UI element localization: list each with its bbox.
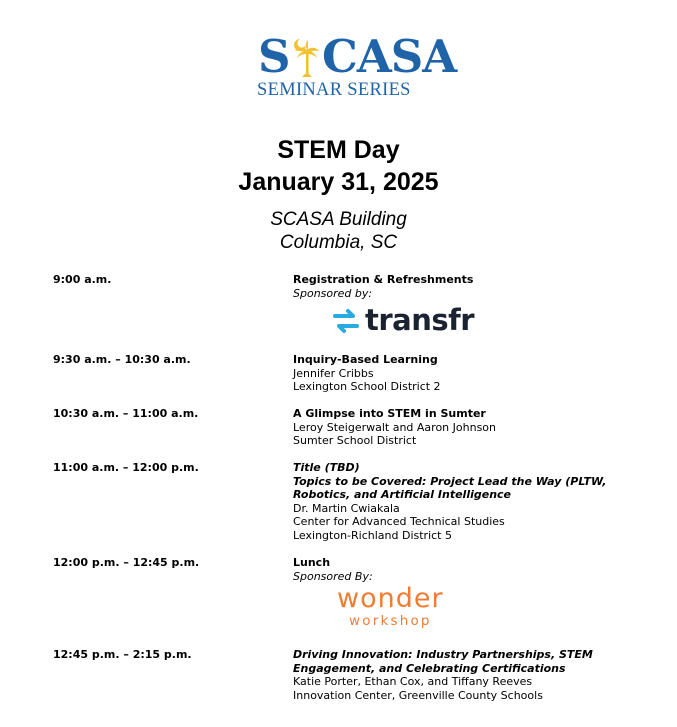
session-time: 10:30 a.m. – 11:00 a.m. [53, 407, 199, 420]
session-title: Lunch [293, 556, 331, 569]
event-title: STEM Day [277, 136, 400, 164]
session-title: Title (TBD) [293, 461, 360, 474]
logo-wordmark [256, 30, 457, 83]
session-details [293, 556, 633, 583]
venue-name: SCASA Building [270, 209, 407, 230]
presenter-district: Lexington-Richland District 5 [293, 528, 452, 542]
swap-arrows-icon [333, 306, 359, 336]
session-time: 9:00 a.m. [53, 273, 112, 286]
session-title: Inquiry-Based Learning [293, 353, 438, 366]
session-details [293, 407, 633, 448]
logo-subtitle: SEMINAR SERIES [257, 80, 411, 100]
sponsor-label: Sponsored by: [293, 286, 373, 300]
session-title: A Glimpse into STEM in Sumter [293, 407, 486, 420]
presenter-organization: Sumter School District [293, 434, 417, 447]
presenter-name: Dr. Martin Cwiakala [293, 501, 400, 515]
session-time: 11:00 a.m. – 12:00 p.m. [53, 461, 199, 474]
event-date: January 31, 2025 [238, 168, 439, 196]
transfr-wordmark: transfr [365, 303, 475, 337]
wonder-workshop-logo [337, 583, 477, 631]
presenter-name: Katie Porter, Ethan Cox, and Tiffany Reeves [293, 675, 533, 688]
sponsor-label: Sponsored By: [293, 569, 373, 583]
palmetto-moon-icon [290, 36, 322, 78]
session-details [293, 273, 633, 300]
workshop-wordmark: workshop [349, 613, 432, 629]
session-title: Registration & Refreshments [293, 273, 474, 286]
venue-city: Columbia, SC [279, 232, 398, 253]
presenter-organization: Lexington School District 2 [293, 380, 441, 393]
session-topics: Topics to be Covered: Project Lead the Way (PLTW, Robotics, and Artificial Intelligence [293, 474, 607, 501]
session-details [293, 461, 633, 542]
scasa-logo [256, 30, 457, 102]
wonder-wordmark: wonder [337, 583, 444, 614]
presenter-name: Leroy Steigerwalt and Aaron Johnson [293, 420, 497, 434]
transfr-logo [333, 304, 473, 340]
logo-letter-s: S [258, 30, 290, 83]
session-details [293, 353, 633, 394]
session-time: 12:00 p.m. – 12:45 p.m. [53, 556, 200, 569]
presenter-organization: Innovation Center, Greenville County Schools [293, 688, 543, 702]
presenter-name: Jennifer Cribbs [293, 366, 374, 380]
session-time: 9:30 a.m. – 10:30 a.m. [53, 353, 191, 366]
session-title: Driving Innovation: Industry Partnerships, STEM Engagement, and Celebrating Certifications [293, 648, 593, 675]
session-time: 12:45 p.m. – 2:15 p.m. [53, 648, 192, 661]
logo-letters-casa: CASA [322, 30, 457, 83]
session-details [293, 648, 633, 702]
presenter-organization: Center for Advanced Technical Studies [293, 515, 505, 528]
